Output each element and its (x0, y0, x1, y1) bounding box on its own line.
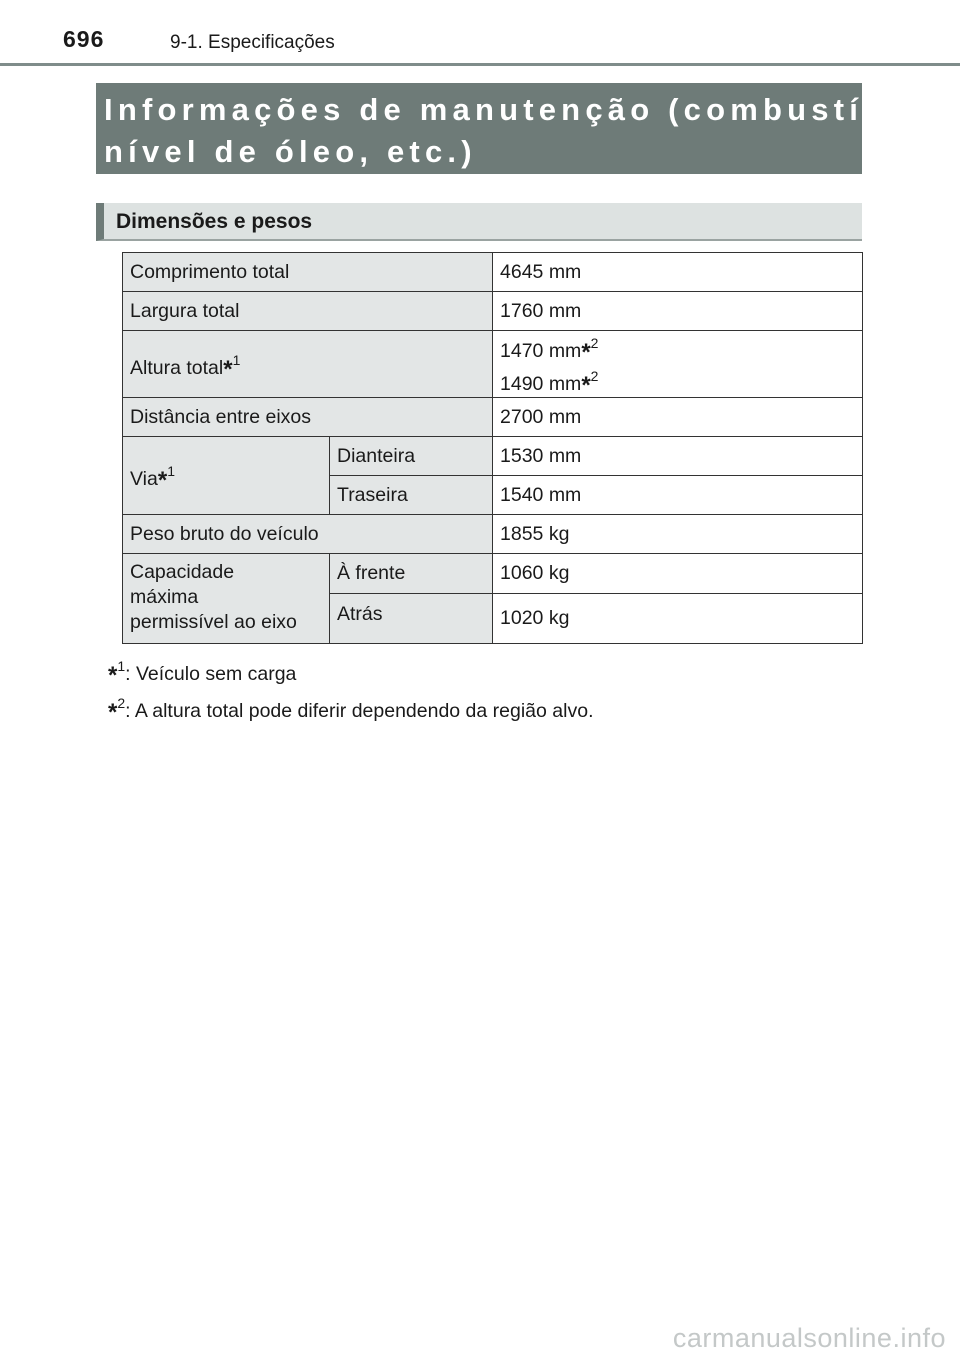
via-label-text: Via (130, 468, 158, 490)
footnote-ref: 2 (117, 695, 126, 711)
footnote-star: * (108, 662, 118, 689)
footnote-star: * (157, 467, 168, 494)
altura-value-line (500, 331, 855, 364)
table-row (123, 253, 863, 292)
capacidade-line: Capacidade (130, 561, 235, 583)
chapter-title-line-1: Informações de manutenção (combustível, (104, 92, 936, 127)
chapter-title (96, 83, 936, 174)
header-rule (0, 63, 960, 66)
row-label (123, 554, 330, 644)
row-value: 4645 mm (493, 253, 863, 292)
row-value (493, 331, 863, 398)
altura-value-1: 1470 mm (500, 340, 582, 362)
chapter-title-line-2: nível de óleo, etc.) (104, 134, 477, 169)
watermark: carmanualsonline.info (672, 1323, 946, 1353)
footnote-ref: 1 (232, 351, 241, 368)
altura-value-line (500, 364, 855, 397)
row-label: Largura total (123, 292, 493, 331)
row-sublabel: Traseira (330, 476, 493, 515)
table-row (123, 437, 863, 476)
row-sublabel: À frente (330, 554, 493, 594)
table-row (123, 515, 863, 554)
row-value: 1540 mm (493, 476, 863, 515)
footnote-star: * (581, 372, 591, 399)
altura-label-text: Altura total (130, 356, 224, 379)
row-value: 1760 mm (493, 292, 863, 331)
subsection-heading (96, 203, 862, 241)
row-sublabel: Dianteira (330, 437, 493, 476)
row-label (123, 331, 493, 398)
table-row (123, 554, 863, 594)
row-label: Comprimento total (123, 253, 493, 292)
capacidade-line: máxima (130, 586, 199, 608)
table-row (123, 292, 863, 331)
row-label: Distância entre eixos (123, 398, 493, 437)
row-value: 1530 mm (493, 437, 863, 476)
footnote-text: : Veículo sem carga (125, 663, 297, 685)
table-row (123, 331, 863, 398)
row-value: 1020 kg (493, 594, 863, 644)
footnote-star: * (581, 339, 591, 366)
row-sublabel: Atrás (330, 594, 493, 644)
row-value: 1060 kg (493, 554, 863, 594)
footnote-text: : A altura total pode diferir dependendo da região alvo. (125, 700, 594, 722)
footnote-star: * (223, 355, 233, 383)
footnote-ref: 2 (590, 335, 599, 351)
page-header (0, 0, 960, 68)
footnote (108, 695, 593, 724)
page-number: 696 (63, 26, 105, 52)
section-title: 9-1. Especificações (170, 32, 335, 53)
row-label: Peso bruto do veículo (123, 515, 493, 554)
footnote-ref: 2 (590, 368, 599, 384)
row-value: 1855 kg (493, 515, 863, 554)
footnote-star: * (108, 699, 118, 726)
dimensions-table (122, 252, 863, 644)
altura-value-2: 1490 mm (500, 373, 582, 395)
subsection-heading-text: Dimensões e pesos (116, 210, 313, 233)
capacidade-line: permissível ao eixo (130, 611, 297, 633)
footnote-ref: 1 (117, 658, 126, 674)
row-value: 2700 mm (493, 398, 863, 437)
footnote (108, 658, 296, 687)
footnote-ref: 1 (167, 463, 175, 479)
row-label (123, 437, 330, 515)
table-row (123, 398, 863, 437)
